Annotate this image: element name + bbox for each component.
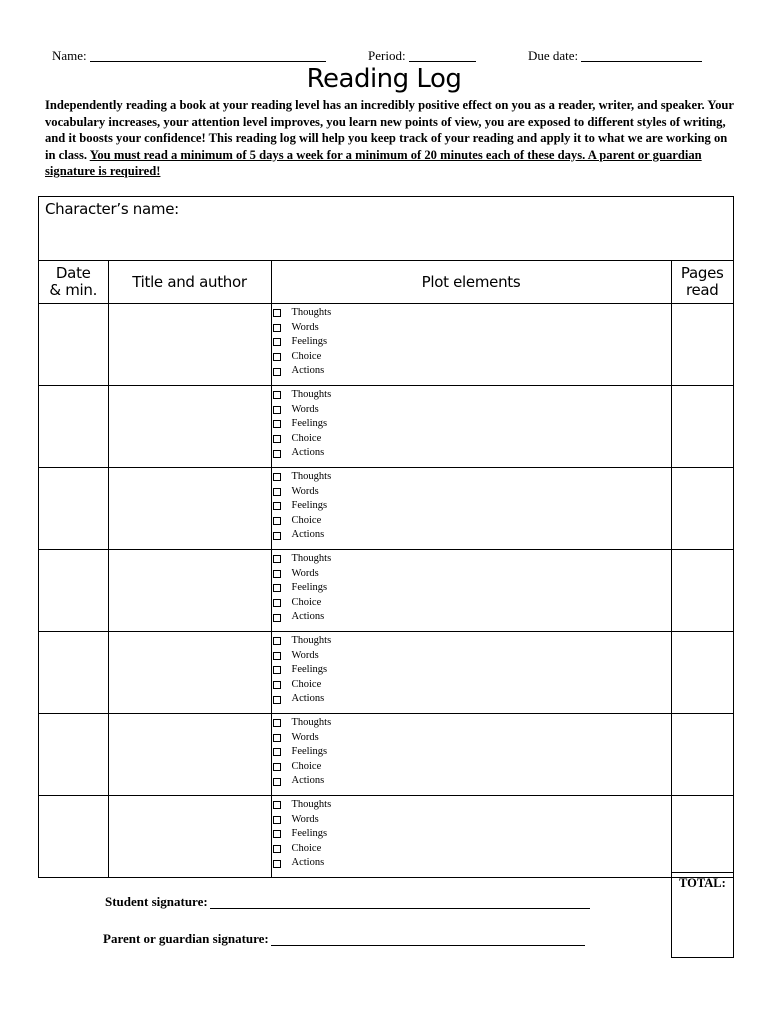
checklist-label: Thoughts — [291, 635, 332, 646]
character-name-label: Character’s name: — [45, 200, 179, 218]
checklist-item[interactable] — [273, 364, 671, 379]
plot-checklist — [272, 304, 671, 379]
checklist-item[interactable] — [273, 663, 671, 678]
checklist-label: Actions — [291, 529, 325, 541]
checkbox-icon[interactable] — [273, 450, 281, 458]
checkbox-icon[interactable] — [273, 570, 281, 578]
due-date-line[interactable] — [581, 48, 702, 62]
table-row — [39, 386, 733, 468]
checklist-label: Thoughts — [291, 389, 332, 400]
pages-read-cell[interactable] — [671, 386, 733, 468]
checklist-label: Feelings — [291, 664, 328, 676]
checklist-item[interactable] — [273, 446, 671, 461]
period-line[interactable] — [409, 48, 476, 62]
parent-signature-line[interactable] — [271, 932, 585, 946]
title-author-cell[interactable] — [108, 304, 271, 386]
checkbox-icon[interactable] — [273, 324, 281, 332]
checkbox-icon[interactable] — [273, 637, 281, 645]
checkbox-icon[interactable] — [273, 614, 281, 622]
checklist-item[interactable] — [273, 552, 671, 567]
plot-checklist — [272, 550, 671, 625]
checklist-label: Choice — [291, 842, 322, 854]
plot-elements-cell — [271, 632, 671, 714]
checklist-item[interactable] — [273, 716, 671, 731]
student-signature-label: Student signature: — [105, 894, 208, 909]
checklist-item[interactable] — [273, 350, 671, 365]
checklist-label: Thoughts — [291, 799, 332, 810]
checklist-label: Feelings — [291, 828, 328, 840]
plot-elements-cell — [271, 714, 671, 796]
checklist-label: Actions — [291, 447, 325, 459]
checklist-item[interactable] — [273, 581, 671, 596]
plot-checklist — [272, 632, 671, 707]
checklist-label: Thoughts — [291, 717, 332, 728]
plot-checklist — [272, 386, 671, 461]
checklist-label: Choice — [291, 596, 322, 608]
checkbox-icon[interactable] — [273, 488, 281, 496]
checkbox-icon[interactable] — [273, 309, 281, 317]
checklist-item[interactable] — [273, 335, 671, 350]
name-line[interactable] — [90, 48, 326, 62]
due-date-label: Due date: — [528, 48, 579, 63]
checkbox-icon[interactable] — [273, 719, 281, 727]
period-label: Period: — [368, 48, 406, 63]
checklist-item[interactable] — [273, 827, 671, 842]
checklist-item[interactable] — [273, 567, 671, 582]
date-cell[interactable] — [39, 386, 108, 468]
due-date-field[interactable] — [528, 48, 702, 64]
checkbox-icon[interactable] — [273, 584, 281, 592]
pages-read-header — [671, 261, 733, 304]
checklist-item[interactable] — [273, 417, 671, 432]
checklist-label: Words — [291, 321, 319, 333]
checkbox-icon[interactable] — [273, 666, 281, 674]
table-row — [39, 550, 733, 632]
plot-checklist — [272, 714, 671, 789]
plot-elements-cell — [271, 468, 671, 550]
checklist-label: Words — [291, 403, 319, 415]
table-row — [39, 796, 733, 878]
checklist-item[interactable] — [273, 856, 671, 871]
log-body — [39, 304, 733, 878]
checklist-label: Words — [291, 731, 319, 743]
checklist-item[interactable] — [273, 649, 671, 664]
checkbox-icon[interactable] — [273, 473, 281, 481]
intro-text: Independently reading a book at your reading level has an incredibly positive effect on you as a reader, writer, and speaker. Your vocabulary increases, your attention level improves, you learn new points of view, you are exposed to different styles of writing, and it boosts your confidence! This reading log will help you keep track of your reading and apply it to what we are working on in class. — [45, 98, 734, 162]
checkbox-icon[interactable] — [273, 845, 281, 853]
checklist-label: Choice — [291, 350, 322, 362]
name-field[interactable] — [52, 48, 326, 64]
checklist-item[interactable] — [273, 610, 671, 625]
table-header-row — [39, 261, 733, 304]
date-cell[interactable] — [39, 714, 108, 796]
intro-paragraph — [45, 97, 735, 180]
checkbox-icon[interactable] — [273, 748, 281, 756]
checklist-label: Actions — [291, 611, 325, 623]
date-header — [39, 261, 108, 304]
checklist-item[interactable] — [273, 528, 671, 543]
date-cell[interactable] — [39, 304, 108, 386]
checklist-label: Words — [291, 813, 319, 825]
checklist-label: Actions — [291, 693, 325, 705]
checklist-label: Feelings — [291, 746, 328, 758]
checklist-label: Thoughts — [291, 307, 332, 318]
checklist-label: Thoughts — [291, 553, 332, 564]
checklist-item[interactable] — [273, 470, 671, 485]
pages-read-cell[interactable] — [671, 550, 733, 632]
parent-signature-label: Parent or guardian signature: — [103, 931, 269, 946]
checklist-label: Feelings — [291, 336, 328, 348]
date-cell[interactable] — [39, 796, 108, 878]
checklist-label: Choice — [291, 678, 322, 690]
plot-elements-cell — [271, 386, 671, 468]
checkbox-icon[interactable] — [273, 406, 281, 414]
checklist-item[interactable] — [273, 321, 671, 336]
pages-read-cell[interactable] — [671, 632, 733, 714]
checkbox-icon[interactable] — [273, 599, 281, 607]
checkbox-icon[interactable] — [273, 652, 281, 660]
checklist-item[interactable] — [273, 499, 671, 514]
pages-read-cell[interactable] — [671, 304, 733, 386]
checkbox-icon[interactable] — [273, 681, 281, 689]
checkbox-icon[interactable] — [273, 816, 281, 824]
checklist-label: Actions — [291, 775, 325, 787]
checkbox-icon[interactable] — [273, 830, 281, 838]
checkbox-icon[interactable] — [273, 696, 281, 704]
title-author-cell[interactable] — [108, 714, 271, 796]
checklist-item[interactable] — [273, 514, 671, 529]
checklist-item[interactable] — [273, 731, 671, 746]
checklist-item[interactable] — [273, 403, 671, 418]
checklist-label: Feelings — [291, 582, 328, 594]
student-signature-line[interactable] — [210, 895, 590, 909]
date-cell[interactable] — [39, 550, 108, 632]
total-label: TOTAL: — [679, 876, 726, 890]
checklist-item[interactable] — [273, 692, 671, 707]
checkbox-icon[interactable] — [273, 368, 281, 376]
checklist-label: Feelings — [291, 500, 328, 512]
plot-checklist — [272, 468, 671, 543]
pages-header-line1: Pages — [680, 264, 724, 282]
title-author-cell[interactable] — [108, 550, 271, 632]
checkbox-icon[interactable] — [273, 338, 281, 346]
total-box[interactable] — [671, 872, 734, 958]
checklist-item[interactable] — [273, 388, 671, 403]
plot-checklist — [272, 796, 671, 871]
checkbox-icon[interactable] — [273, 391, 281, 399]
checklist-label: Words — [291, 485, 319, 497]
checkbox-icon[interactable] — [273, 778, 281, 786]
reading-log-table — [39, 261, 733, 877]
title-author-cell[interactable] — [108, 386, 271, 468]
checklist-item[interactable] — [273, 306, 671, 321]
date-cell[interactable] — [39, 468, 108, 550]
title-author-cell[interactable] — [108, 796, 271, 878]
character-name-field[interactable] — [39, 197, 733, 261]
checklist-label: Actions — [291, 857, 325, 869]
checkbox-icon[interactable] — [273, 860, 281, 868]
checklist-label: Thoughts — [291, 471, 332, 482]
period-field[interactable] — [368, 48, 476, 64]
title-author-cell[interactable] — [108, 468, 271, 550]
checklist-item[interactable] — [273, 432, 671, 447]
checklist-item[interactable] — [273, 813, 671, 828]
title-author-header: Title and author — [108, 261, 271, 304]
intro-requirement: You must read a minimum of 5 days a week for a minimum of 20 minutes each of these days. A parent or guardian signature is required! — [45, 147, 702, 178]
date-header-line1: Date — [55, 264, 91, 282]
checkbox-icon[interactable] — [273, 555, 281, 563]
checklist-item[interactable] — [273, 485, 671, 500]
date-header-line2: & min. — [49, 281, 98, 299]
parent-signature-field[interactable] — [103, 931, 585, 947]
pages-header-line2: read — [685, 281, 719, 299]
checkbox-icon[interactable] — [273, 763, 281, 771]
checkbox-icon[interactable] — [273, 420, 281, 428]
checklist-label: Words — [291, 567, 319, 579]
checklist-item[interactable] — [273, 760, 671, 775]
checkbox-icon[interactable] — [273, 435, 281, 443]
table-row — [39, 632, 733, 714]
plot-elements-cell — [271, 796, 671, 878]
checkbox-icon[interactable] — [273, 517, 281, 525]
plot-elements-cell — [271, 304, 671, 386]
checklist-item[interactable] — [273, 678, 671, 693]
table-row — [39, 714, 733, 796]
checklist-item[interactable] — [273, 745, 671, 760]
checklist-item[interactable] — [273, 842, 671, 857]
date-cell[interactable] — [39, 632, 108, 714]
checklist-item[interactable] — [273, 774, 671, 789]
checklist-label: Words — [291, 649, 319, 661]
pages-read-cell[interactable] — [671, 468, 733, 550]
checklist-label: Actions — [291, 365, 325, 377]
reading-log-frame — [38, 196, 734, 878]
checkbox-icon[interactable] — [273, 734, 281, 742]
checklist-item[interactable] — [273, 634, 671, 649]
checkbox-icon[interactable] — [273, 532, 281, 540]
checklist-label: Choice — [291, 432, 322, 444]
checkbox-icon[interactable] — [273, 502, 281, 510]
title-author-cell[interactable] — [108, 632, 271, 714]
pages-read-cell[interactable] — [671, 714, 733, 796]
checklist-label: Choice — [291, 760, 322, 772]
plot-elements-cell — [271, 550, 671, 632]
checkbox-icon[interactable] — [273, 353, 281, 361]
student-signature-field[interactable] — [105, 894, 590, 910]
table-row — [39, 304, 733, 386]
checklist-item[interactable] — [273, 596, 671, 611]
name-label: Name: — [52, 48, 87, 63]
checklist-label: Feelings — [291, 418, 328, 430]
checkbox-icon[interactable] — [273, 801, 281, 809]
plot-elements-header: Plot elements — [271, 261, 671, 304]
table-row — [39, 468, 733, 550]
checklist-label: Choice — [291, 514, 322, 526]
checklist-item[interactable] — [273, 798, 671, 813]
page-title: Reading Log — [306, 64, 462, 94]
pages-read-cell[interactable] — [671, 796, 733, 878]
